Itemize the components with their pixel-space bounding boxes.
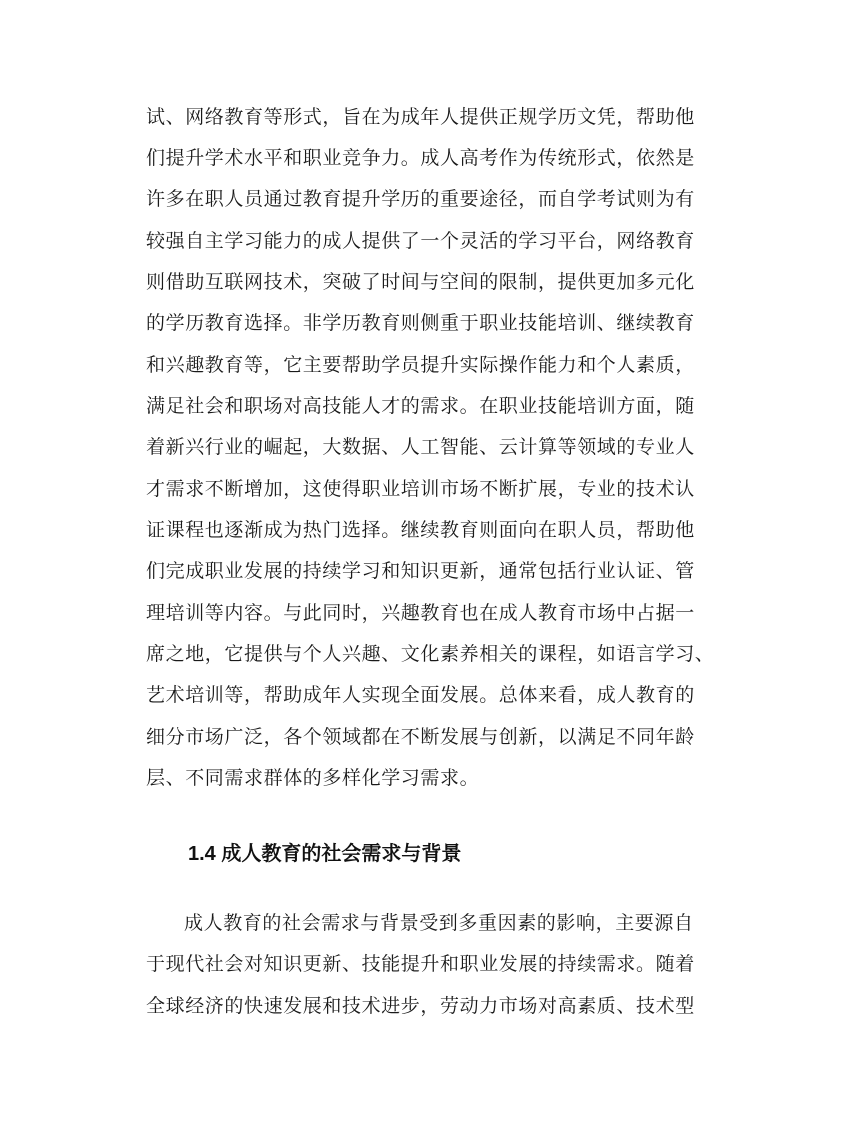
text-line: 们提升学术水平和职业竞争力。成人高考作为传统形式，依然是 xyxy=(146,147,695,169)
text-line: 席之地，它提供与个人兴趣、文化素养相关的课程，如语言学习、 xyxy=(146,643,715,665)
text-line: 较强自主学习能力的成人提供了一个灵活的学习平台，网络教育 xyxy=(146,230,695,252)
text-line: 证课程也逐渐成为热门选择。继续教育则面向在职人员，帮助他 xyxy=(146,519,695,541)
text-line: 们完成职业发展的持续学习和知识更新，通常包括行业认证、管 xyxy=(146,560,695,582)
text-line: 理培训等内容。与此同时，兴趣教育也在成人教育市场中占据一 xyxy=(146,602,695,624)
text-line: 全球经济的快速发展和技术进步，劳动力市场对高素质、技术型 xyxy=(146,995,695,1017)
text-line: 层、不同需求群体的多样化学习需求。 xyxy=(146,767,480,789)
text-line: 才需求不断增加，这使得职业培训市场不断扩展，专业的技术认 xyxy=(146,478,695,500)
text-line: 许多在职人员通过教育提升学历的重要途径，而自学考试则为有 xyxy=(146,188,695,210)
text-line: 则借助互联网技术，突破了时间与空间的限制，提供更加多元化 xyxy=(146,271,695,293)
text-line: 的学历教育选择。非学历教育则侧重于职业技能培训、继续教育 xyxy=(146,312,695,334)
text-line: 于现代社会对知识更新、技能提升和职业发展的持续需求。随着 xyxy=(146,953,695,975)
section-heading: 1.4 成人教育的社会需求与背景 xyxy=(188,843,462,865)
text-line: 试、网络教育等形式，旨在为成年人提供正规学历文凭，帮助他 xyxy=(146,106,695,128)
text-line: 细分市场广泛，各个领域都在不断发展与创新，以满足不同年龄 xyxy=(146,726,695,748)
text-line: 艺术培训等，帮助成年人实现全面发展。总体来看，成人教育的 xyxy=(146,684,695,706)
text-line: 满足社会和职场对高技能人才的需求。在职业技能培训方面，随 xyxy=(146,395,695,417)
text-line: 着新兴行业的崛起，大数据、人工智能、云计算等领域的专业人 xyxy=(146,436,695,458)
text-line: 和兴趣教育等，它主要帮助学员提升实际操作能力和个人素质， xyxy=(146,354,695,376)
text-line: 成人教育的社会需求与背景受到多重因素的影响，主要源自 xyxy=(184,912,694,934)
